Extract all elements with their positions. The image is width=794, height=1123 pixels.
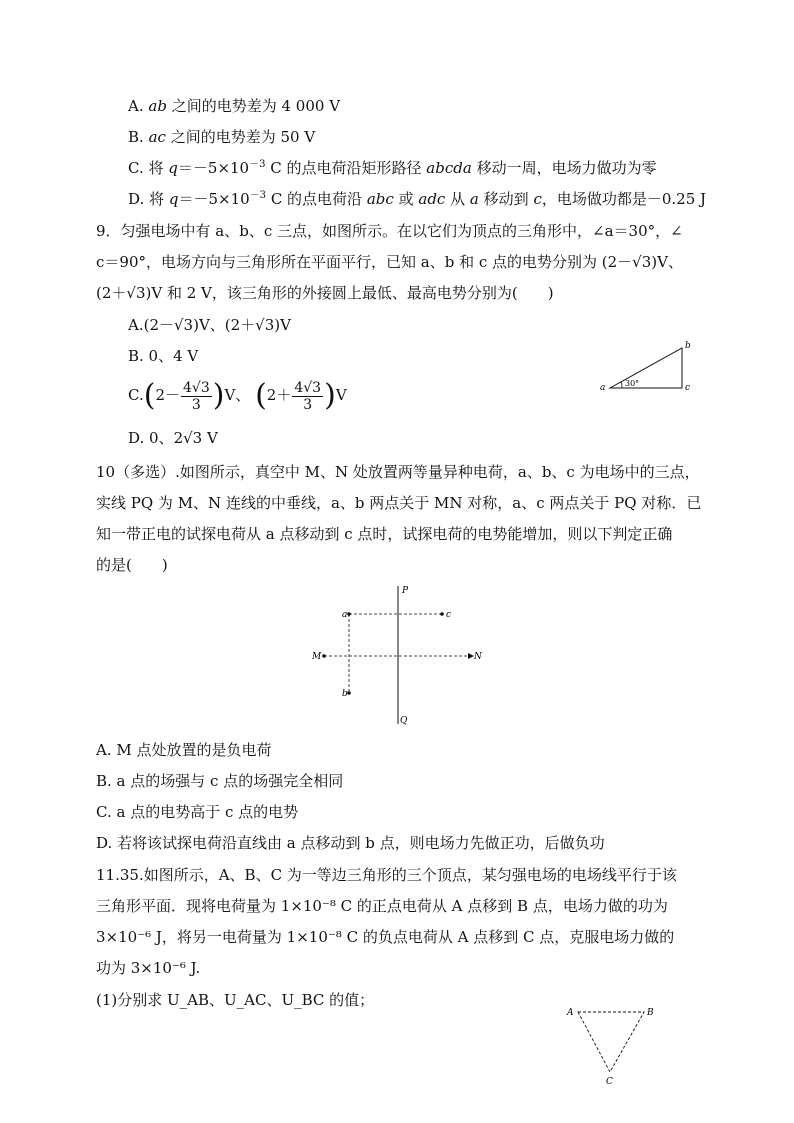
q11-stem-line2: 三角形平面．现将电荷量为 1×10⁻⁸ C 的正点电荷从 A 点移到 B 点，电场力做的功为 xyxy=(96,897,668,915)
q10-label-c: c xyxy=(446,610,452,620)
q10-stem-line1: 10（多选）.如图所示，真空中 M、N 处放置两等量异种电荷，a、b、c 为电场中的三点， xyxy=(96,463,700,481)
q10-stem-line2: 实线 PQ 为 M、N 连线的中垂线，a、b 两点关于 MN 对称，a、c 两点关于 PQ 对称．已 xyxy=(96,494,702,512)
q9-triangle-figure xyxy=(596,338,696,396)
q10-label-m: M xyxy=(312,652,322,662)
q10-label-p: P xyxy=(402,586,409,596)
q9-option-d: D. 0、2√3 V xyxy=(128,429,218,447)
q11-subquestion-1: (1)分别求 U_AB、U_AC、U_BC 的值； xyxy=(96,991,375,1009)
q10-point-c xyxy=(440,612,444,616)
q10-stem-line4: 的是( ) xyxy=(96,556,168,574)
q9-vertex-c: c xyxy=(685,383,691,393)
q8-option-c: C. 将 $q=-5\times 10^{-3}$ C 的点电荷沿矩形路径 abcda 移动一周，电场力做功为零 xyxy=(128,159,657,177)
q10-field-figure xyxy=(306,582,496,730)
q10-label-q: Q xyxy=(400,716,408,726)
q11-vertex-a: A xyxy=(567,1008,574,1018)
q10-point-m xyxy=(322,654,326,658)
q8-option-d: D. 将 $q=-5\times 10^{-3}$ C 的点电荷沿 abc 或 adc 从 a 移动到 c，电场做功都是－0.25 J xyxy=(128,190,707,208)
q9-option-a: A.(2－√3)V、(2＋√3)V xyxy=(128,316,291,334)
q11-vertex-b: B xyxy=(647,1008,654,1018)
q9-vertex-b: b xyxy=(685,341,691,351)
q10-option-c: C. a 点的电势高于 c 点的电势 xyxy=(96,803,299,821)
q10-stem-line3: 知一带正电的试探电荷从 a 点移动到 c 点时，试探电荷的电势能增加，则以下判定正确 xyxy=(96,525,673,543)
q11-stem-line3: 3×10⁻⁶ J，将另一电荷量为 1×10⁻⁸ C 的负点电荷从 A 点移到 C 点，克服电场力做的 xyxy=(96,928,675,946)
q10-option-a: A. M 点处放置的是负电荷 xyxy=(96,741,272,759)
q11-triangle-figure xyxy=(562,1002,662,1092)
q9-vertex-a: a xyxy=(600,383,606,393)
q11-vertex-c: C xyxy=(606,1077,613,1087)
q9-option-b: B. 0、4 V xyxy=(128,347,199,365)
q9-option-c: C.(2－ $\frac{4√3}{3}$ )V、 (2＋ $\frac{4√3}{3}$ )V xyxy=(128,378,347,413)
q8-option-b: B. ac 之间的电势差为 50 V xyxy=(128,128,316,146)
q10-point-a xyxy=(347,612,351,616)
q10-label-n: N xyxy=(474,652,482,662)
q9-stem-line2: c＝90°，电场方向与三角形所在平面平行，已知 a、b 和 c 点的电势分别为 (2－√3)V、 xyxy=(96,253,683,271)
q10-option-d: D. 若将该试探电荷沿直线由 a 点移动到 b 点，则电场力先做正功，后做负功 xyxy=(96,834,605,852)
q10-option-b: B. a 点的场强与 c 点的场强完全相同 xyxy=(96,772,344,790)
q11-stem-line4: 功为 3×10⁻⁶ J. xyxy=(96,959,201,977)
q11-stem-line1: 11.35.如图所示，A、B、C 为一等边三角形的三个顶点，某匀强电场的电场线平行于该 xyxy=(96,866,677,884)
q9-angle-label: 30° xyxy=(625,379,640,388)
q9-stem-line1: 9．匀强电场中有 a、b、c 三点，如图所示。在以它们为顶点的三角形中，∠a＝30°，∠ xyxy=(96,222,683,240)
q9-stem-line3: (2＋√3)V 和 2 V，该三角形的外接圆上最低、最高电势分别为( ) xyxy=(96,284,554,302)
q8-option-a: A. ab 之间的电势差为 4 000 V xyxy=(128,97,341,115)
q10-label-b: b xyxy=(342,689,348,699)
q10-label-a: a xyxy=(342,610,348,620)
